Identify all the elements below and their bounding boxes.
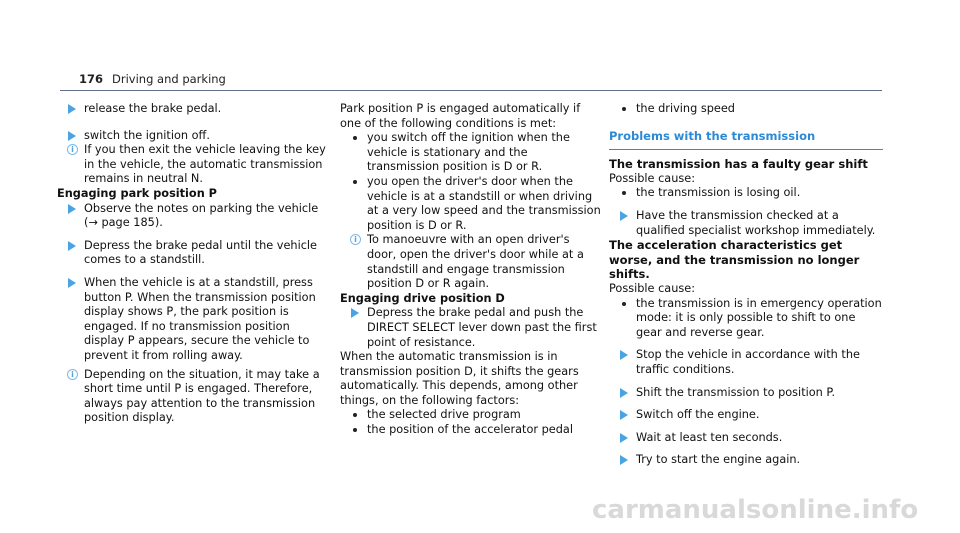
- cause-label: Possible cause:: [609, 281, 696, 295]
- column-3: [609, 102, 883, 468]
- info-note: i Depending on the situation, it may take a short time until P is engaged. Therefore, always pay attention to the transmission position display.: [57, 368, 329, 426]
- instruction-step: release the brake pedal.: [57, 102, 329, 117]
- info-icon: i: [67, 369, 78, 380]
- subheading: Engaging drive position D: [340, 291, 505, 305]
- action-arrow-icon: [351, 308, 359, 318]
- action-arrow-icon: [68, 204, 76, 214]
- action-arrow-icon: [68, 104, 76, 114]
- action-arrow-icon: [620, 388, 628, 398]
- bullet-dot-icon: [353, 136, 357, 140]
- list-item: the position of the accelerator pedal: [340, 423, 602, 438]
- instruction-step: Try to start the engine again.: [609, 453, 883, 468]
- column-2: [340, 102, 602, 438]
- page-header: [79, 72, 226, 87]
- info-note: i To manoeuvre with an open driver's door, open the driver's door while at a standstill and engage transmission position D or R again.: [340, 233, 602, 291]
- instruction-step: Wait at least ten seconds.: [609, 431, 883, 446]
- section-title: Problems with the transmission: [609, 128, 816, 143]
- list-item: you open the driver's door when the vehicle is at a standstill or when driving at a very low speed and the transmission position is D or R.: [340, 175, 602, 233]
- watermark: carmanualsonline.info: [592, 495, 919, 525]
- action-arrow-icon: [620, 211, 628, 221]
- page-number: 176: [79, 72, 104, 86]
- instruction-step: Observe the notes on parking the vehicle (→ page 185).: [57, 202, 329, 231]
- action-arrow-icon: [620, 455, 628, 465]
- bullet-dot-icon: [622, 107, 626, 111]
- paragraph: When the automatic transmission is in transmission position D, it shifts the gears automatically. This depends, among other things, on the following factors:: [340, 350, 579, 407]
- action-arrow-icon: [68, 278, 76, 288]
- section-name: Driving and parking: [112, 72, 226, 86]
- section-divider: [609, 149, 883, 150]
- action-arrow-icon: [68, 241, 76, 251]
- list-item: the driving speed: [609, 102, 883, 117]
- instruction-step: Depress the brake pedal until the vehicle comes to a standstill.: [57, 239, 329, 268]
- bullet-dot-icon: [622, 191, 626, 195]
- action-arrow-icon: [68, 131, 76, 141]
- instruction-step: Switch off the engine.: [609, 408, 883, 423]
- list-item: the transmission is in emergency operation mode: it is only possible to shift to one gear and reverse gear.: [609, 297, 883, 341]
- instruction-step: Shift the transmission to position P.: [609, 386, 883, 401]
- instruction-step: Stop the vehicle in accordance with the traffic conditions.: [609, 348, 883, 377]
- header-divider: [60, 90, 882, 91]
- bullet-dot-icon: [353, 428, 357, 432]
- info-icon: i: [67, 144, 78, 155]
- problem-heading: The acceleration characteristics get worse, and the transmission no longer shifts.: [609, 238, 860, 282]
- list-item: the selected drive program: [340, 408, 602, 423]
- action-arrow-icon: [620, 433, 628, 443]
- instruction-step: Have the transmission checked at a qualified specialist workshop immediately.: [609, 209, 883, 238]
- column-1: [57, 102, 329, 426]
- bullet-dot-icon: [353, 413, 357, 417]
- list-item: the transmission is losing oil.: [609, 186, 883, 201]
- action-arrow-icon: [620, 350, 628, 360]
- list-item: you switch off the ignition when the vehicle is stationary and the transmission position is D or R.: [340, 131, 602, 175]
- action-arrow-icon: [620, 410, 628, 420]
- info-icon: i: [350, 234, 361, 245]
- instruction-step: switch the ignition off.: [57, 129, 329, 144]
- info-note: i If you then exit the vehicle leaving the key in the vehicle, the automatic transmission remains in neutral N.: [57, 143, 329, 187]
- bullet-dot-icon: [622, 302, 626, 306]
- paragraph: Park position P is engaged automatically if one of the following conditions is met:: [340, 102, 581, 130]
- problem-heading: The transmission has a faulty gear shift: [609, 157, 868, 172]
- instruction-step: When the vehicle is at a standstill, press button P. When the transmission position display shows P, the park position is engaged. If no transmission position display P appears, secure the vehicle to prevent it from rolling away.: [57, 276, 329, 364]
- instruction-step: Depress the brake pedal and push the DIRECT SELECT lever down past the first point of resistance.: [340, 306, 602, 350]
- bullet-dot-icon: [353, 180, 357, 184]
- subheading: Engaging park position P: [57, 186, 217, 200]
- cause-label: Possible cause:: [609, 171, 696, 185]
